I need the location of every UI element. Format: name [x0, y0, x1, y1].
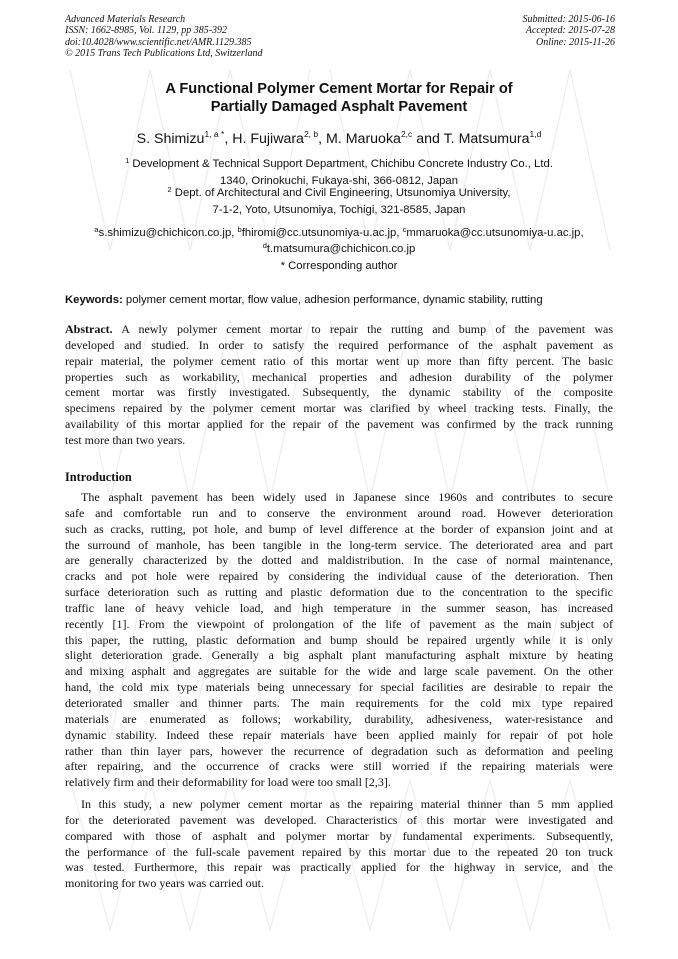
abstract-line: developed and studied. In order to satisfy the required performance of the asphalt pavement as [65, 337, 613, 352]
paragraph-line: such as cracks, rutting, pot hole, and bump of level difference at the border of expansion joint and at [65, 521, 613, 536]
abstract-line: cement mortar was firstly investigated. Subsequently, the dynamic stability of the composite [65, 385, 613, 400]
submitted-date: Submitted: 2015-06-16 [522, 14, 615, 25]
author-emails: $^a$s.shimizu@chichicon.co.jp, $^b$fhiromi@cc.utsunomiya-u.ac.jp, $^c$mmaruoka@cc.utsunomiya-u.ac.jp, $^d$t.matsumura@chichicon.co.jp [94, 225, 584, 255]
email-address[interactable]: s.shimizu@chichicon.co.jp [98, 227, 232, 239]
paragraph-line: deteriorated smaller and thinner parts. The main requirements for the cold mix type repaired [65, 695, 613, 710]
paragraph-line: traffic lane of heavy vehicle load, and high temperature in the summer season, has increased [65, 600, 613, 615]
author-separator: , [318, 131, 327, 147]
paragraph-line: safe and comfortable run and to conserve the environment around road. However deterioration [65, 505, 613, 520]
author-affil-mark: 2, b [303, 129, 319, 139]
abstract-line: properties such as workability, mechanical properties and adhesion durability of the polymer [65, 369, 613, 384]
abstract-line: repair material, the polymer cement ratio of this mortar went up more than fifty percent. The basic [65, 353, 613, 368]
email-mark: d [262, 241, 267, 250]
author-affil-mark: 1, a * [204, 129, 225, 139]
keywords-label: Keywords: [65, 294, 123, 306]
affiliation-line: 1340, Orinokuchi, Fukaya-shi, 366-0812, Japan [219, 175, 458, 187]
email-mark: c [402, 225, 407, 234]
paragraph-line: after repairing, and the occurrence of cracks were still worried if the repairing materials were [65, 759, 613, 774]
abstract-line: test more than two years. [65, 432, 186, 447]
abstract [65, 322, 613, 449]
paragraph-line: recently [1]. From the viewpoint of prolongation of the life of pavement as the main subject of [65, 616, 613, 631]
paragraph-line: surface deterioration such as rutting and plastic deformation due to the concentration to the specific [65, 585, 613, 600]
email-address[interactable]: fhiromi@cc.utsunomiya-u.ac.jp [241, 227, 397, 239]
introduction-paragraph [65, 490, 613, 791]
paragraph-line: materials are enumerated as follows; workability, durability, adhesiveness, water-resistance and [65, 711, 613, 726]
title-line: Partially Damaged Asphalt Pavement [210, 99, 468, 115]
paragraph-line: are generally characterized by the dotted and maldistribution. In the case of normal maintenance, [65, 553, 613, 568]
email-address[interactable]: t.matsumura@chichicon.co.jp [266, 243, 416, 255]
paragraph-line: for the deteriorated pavement was developed. Characteristics of this mortar were investigated and [65, 812, 613, 827]
doi-line: doi:10.4028/www.scientific.net/AMR.1129.385 [65, 36, 252, 48]
paragraph-line: dynamic stability. Indeed these repair materials have been applied mainly for repair of pot hole [65, 727, 613, 742]
section-heading-introduction: Introduction [65, 470, 132, 484]
affiliation-line: 7-1-2, Yoto, Utsunomiya, Tochigi, 321-8585, Japan [212, 204, 466, 216]
corresponding-author-note: * Corresponding author [280, 260, 398, 272]
paragraph-line: this paper, the rutting, plastic deformation and bump should be repaired urgently while it is only [65, 632, 613, 647]
author-name: S. Shimizu [136, 131, 205, 147]
paragraph-line: hand, the cold mix type materials being unnecessary for special facilities are desirable to repair the [65, 680, 613, 695]
author-name: H. Fujiwara [232, 131, 304, 147]
affiliation-line: Development & Technical Support Department, Chichibu Concrete Industry Co., Ltd. [132, 158, 553, 170]
paragraph-line: rather than thin layer pars, however the recurrence of degradation such as deformation and peeling [65, 743, 613, 758]
title-line: A Functional Polymer Cement Mortar for Repair of [165, 81, 513, 97]
keywords-text: polymer cement mortar, flow value, adhesion performance, dynamic stability, rutting [125, 294, 543, 306]
author-name: T. Matsumura [443, 131, 530, 147]
paragraph-line: and mixing asphalt and aggregates are suitable for the wide and large scale pavement. On the other [65, 664, 613, 679]
copyright-line: © 2015 Trans Tech Publications Ltd, Switzerland [65, 48, 263, 60]
email-mark: a [94, 225, 99, 234]
accepted-date: Accepted: 2015-07-28 [525, 25, 615, 37]
author-name: M. Maruoka [326, 131, 401, 147]
abstract-line [65, 322, 613, 338]
affiliation-2 [0, 185, 678, 219]
author-separator: and [412, 131, 444, 147]
affiliation-mark: 2 [167, 185, 172, 194]
keywords [65, 292, 613, 308]
paragraph-line: monitoring for two years was carried out. [65, 876, 264, 891]
abstract-line: availability of this mortar applied for the repair of the pavement was confirmed by the track running [65, 417, 613, 432]
abstract-line: specimens repaired by the polymer cement mortar was clarified by wheel tracking tests. Finally, the [65, 401, 613, 416]
paragraph-line: The asphalt pavement has been widely used in Japanese since 1960s and contributes to secure [81, 490, 613, 504]
journal-info [65, 14, 263, 60]
paragraph-line: compared with those of asphalt and polymer mortar by fundamental experiments. Subsequently, [65, 828, 613, 843]
submission-dates [523, 14, 616, 48]
email-mark: b [237, 225, 242, 234]
affiliation-mark: 1 [125, 156, 130, 165]
author-affil-mark: 1,d [529, 129, 542, 139]
journal-name: Advanced Materials Research [65, 14, 186, 25]
introduction-paragraph [65, 797, 613, 892]
paragraph-line: In this study, a new polymer cement mortar as the repairing material thinner than 5 mm applied [81, 797, 613, 811]
paragraph-line: relatively firm and their deformability for load were too small [2,3]. [65, 775, 391, 790]
issn-line: ISSN: 1662-8985, Vol. 1129, pp 385-392 [65, 25, 228, 37]
paragraph-line: the surround of manhole, has been tangible in the long-term service. The deteriorated area and part [65, 537, 613, 552]
paragraph-line: slight deterioration grade. Generally a big asphalt plant manufacturing asphalt mixture by heating [65, 648, 613, 663]
author-separator: , [224, 131, 233, 147]
author-affil-mark: 2,c [400, 129, 413, 139]
abstract-text: A newly polymer cement mortar to repair the rutting and bump of the pavement was [121, 322, 613, 336]
paragraph-line: the performance of the full-scale pavement repaired by this mortar due to the repeated 20 ton truck [65, 844, 613, 859]
paragraph-line: cracks and pot hole were repaired by considering the individual cause of the deterioration. Then [65, 569, 613, 584]
affiliation-line: Dept. of Architectural and Civil Engineering, Utsunomiya University, [174, 187, 511, 199]
author-list [0, 130, 678, 148]
paper-title [0, 80, 678, 116]
email-address[interactable]: mmaruoka@cc.utsunomiya-u.ac.jp [406, 227, 581, 239]
online-date: Online: 2015-11-26 [536, 36, 615, 48]
abstract-label: Abstract. [65, 322, 113, 336]
paragraph-line: was tested. Furthermore, this repair was practically applied for the highway in service, and the [65, 860, 613, 875]
